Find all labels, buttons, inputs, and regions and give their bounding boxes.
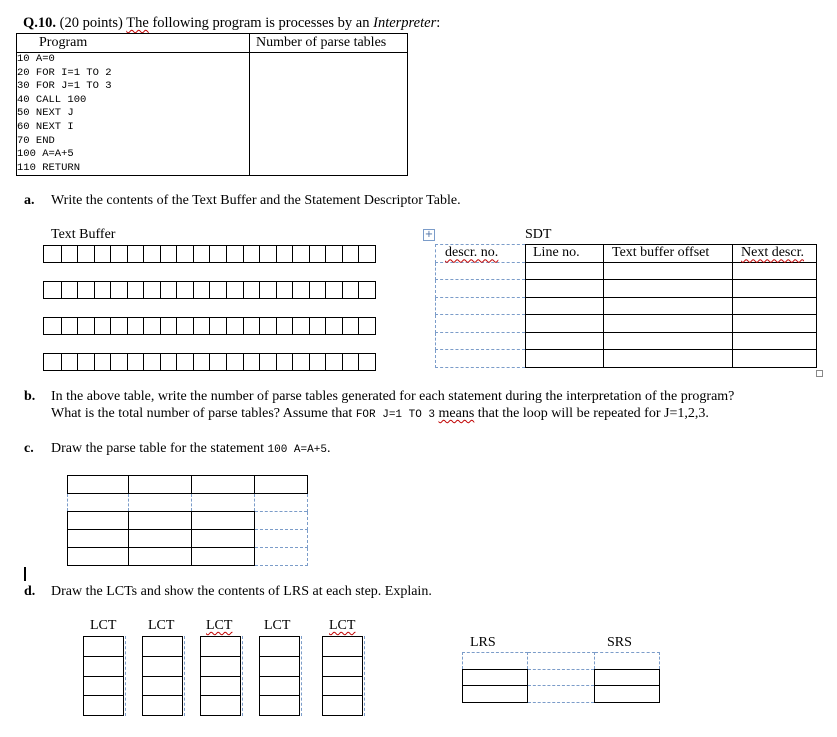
part-c-text: Draw the parse table for the statement (51, 441, 265, 456)
lct-gap (364, 636, 365, 716)
parse-count-header: Number of parse tables (250, 34, 408, 53)
stack-table (462, 652, 660, 703)
question-prefix: The (126, 15, 149, 31)
srs-label: SRS (607, 635, 632, 650)
part-c-text-line (51, 441, 330, 457)
program-line: 100 A=A+5 (17, 148, 74, 161)
table-row[interactable] (68, 548, 308, 566)
sdt-table (435, 244, 817, 368)
program-table (16, 33, 408, 176)
lct-label: LCT (264, 618, 291, 633)
sdt-header-offset: Text buffer offset (604, 245, 733, 263)
program-header: Program (17, 34, 250, 53)
text-buffer-title: Text Buffer (51, 227, 116, 242)
table-row[interactable] (436, 332, 817, 350)
question-italic: Interpreter (373, 15, 437, 31)
sdt-header-next: Next descr. (741, 245, 804, 261)
part-d-text: Draw the LCTs and show the contents of LRS at each step. Explain. (51, 584, 432, 599)
part-b-line1: In the above table, write the number of parse tables generated for each statement during the interpretation of the program? (51, 389, 735, 404)
table-row[interactable] (436, 297, 817, 315)
lct-label: LCT (90, 618, 117, 633)
part-b-line2-pre: What is the total number of parse tables? Assume that (51, 406, 353, 421)
program-line: 70 END (17, 134, 55, 147)
part-c-code: 100 A=A+5 (267, 444, 327, 456)
program-line: 40 CALL 100 (17, 93, 87, 106)
table-row[interactable] (68, 512, 308, 530)
table-row[interactable] (68, 476, 308, 494)
part-a-text: Write the contents of the Text Buffer and the Statement Descriptor Table. (51, 193, 461, 208)
lct-gap (242, 636, 243, 716)
question-text: following program is processes by an (152, 15, 370, 31)
lct-column[interactable] (83, 636, 124, 716)
sdt-title: SDT (525, 227, 552, 242)
lct-column[interactable] (259, 636, 300, 716)
lct-gap (125, 636, 126, 716)
table-row[interactable] (436, 262, 817, 280)
lct-gap (184, 636, 185, 716)
text-cursor (24, 567, 26, 581)
part-b-means: means (438, 406, 475, 421)
text-buffer-row[interactable] (43, 317, 376, 335)
program-line: 50 NEXT J (17, 107, 74, 120)
question-points: (20 points) (59, 15, 123, 31)
table-row[interactable] (463, 686, 660, 703)
parse-table (67, 475, 308, 566)
text-buffer-row[interactable] (43, 353, 376, 371)
lrs-label: LRS (470, 635, 496, 650)
part-b-line2 (51, 406, 709, 422)
question-header (23, 15, 440, 32)
lct-column[interactable] (200, 636, 241, 716)
lct-column[interactable] (322, 636, 363, 716)
text-buffer-row[interactable] (43, 281, 376, 299)
lct-label: LCT (206, 618, 233, 633)
lct-column[interactable] (142, 636, 183, 716)
program-line: 10 A=0 (17, 53, 55, 65)
table-row[interactable] (463, 653, 660, 670)
part-c-period: . (326, 441, 331, 456)
program-code (17, 53, 250, 176)
table-row[interactable] (436, 315, 817, 333)
part-b-label: b. (24, 389, 36, 404)
table-resize-handle[interactable] (816, 370, 823, 377)
part-b-line2-post: that the loop will be repeated for J=1,2,3. (477, 406, 709, 421)
sdt-header-descr: descr. no. (445, 245, 499, 261)
parse-count-cell[interactable] (250, 53, 408, 176)
program-line: 30 FOR J=1 TO 3 (17, 80, 112, 93)
program-line: 20 FOR I=1 TO 2 (17, 66, 112, 79)
table-move-handle-icon[interactable]: + (424, 229, 434, 240)
lct-gap (301, 636, 302, 716)
question-number: Q.10. (23, 15, 57, 31)
program-line: 60 NEXT I (17, 120, 74, 133)
part-b-code: FOR J=1 TO 3 (355, 409, 436, 421)
table-row[interactable] (463, 669, 660, 686)
text-buffer-row[interactable] (43, 245, 376, 263)
table-row[interactable] (436, 280, 817, 298)
part-a-label: a. (24, 193, 35, 208)
part-c-label: c. (24, 441, 34, 456)
part-d-label: d. (24, 584, 36, 599)
table-row[interactable] (436, 350, 817, 368)
sdt-header-line: Line no. (526, 245, 604, 263)
lct-label: LCT (148, 618, 175, 633)
program-line: 110 RETURN (17, 161, 81, 174)
table-row[interactable] (68, 530, 308, 548)
question-colon: : (436, 15, 441, 31)
lct-label: LCT (329, 618, 356, 633)
